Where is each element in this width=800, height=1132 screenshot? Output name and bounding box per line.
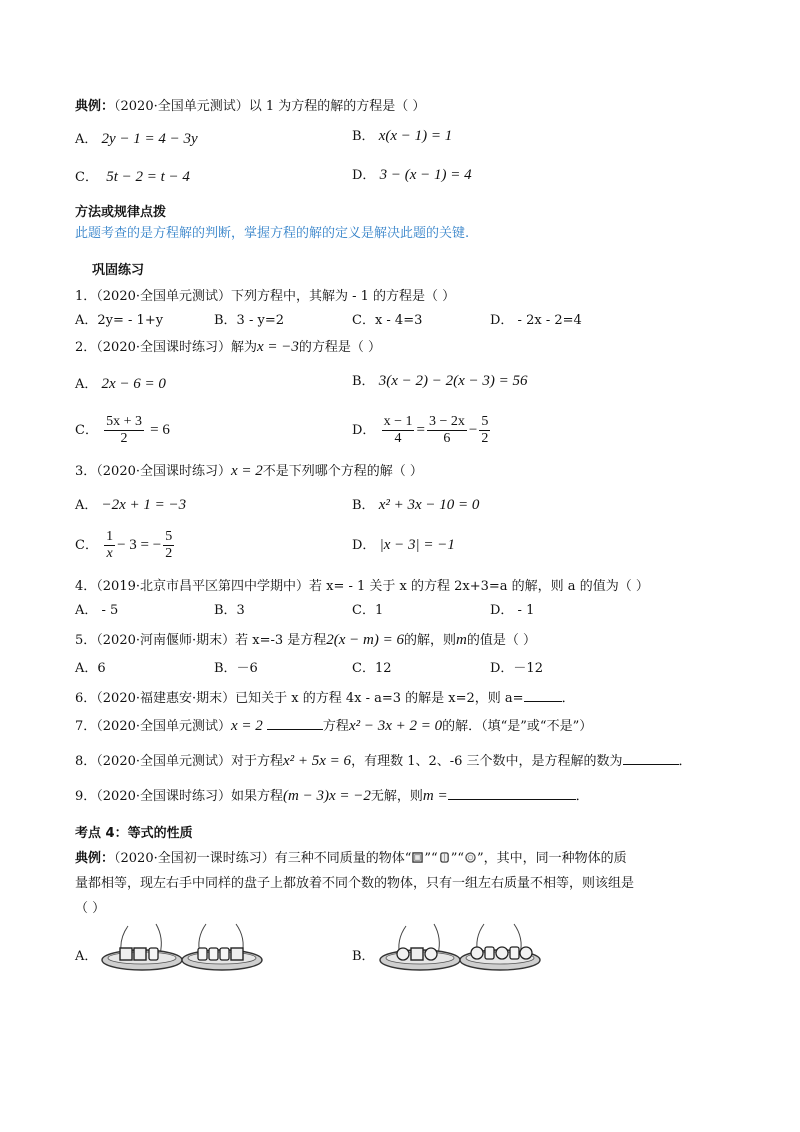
- point4-example-line3: （ ）: [75, 901, 106, 916]
- option-letter: C．: [75, 423, 98, 438]
- q1-option-b: B．3 - y=2: [214, 313, 284, 328]
- q4-option-a: A． - 5: [75, 603, 119, 618]
- option-letter: B．: [352, 498, 375, 513]
- denominator: 6: [443, 431, 451, 446]
- denominator: 2: [165, 546, 173, 561]
- example-label: 典例：: [75, 851, 115, 866]
- q9-math: (m − 3)x = −2: [283, 788, 371, 804]
- q8-mid: ，有理数 1、2、-6 三个数中，是方程解的数为: [351, 754, 623, 769]
- option-math: 3 − (x − 1) = 4: [379, 167, 472, 183]
- question-9: [75, 787, 589, 806]
- q1-option-d: D． - 2x - 2=4: [490, 313, 582, 328]
- quote: ”“: [424, 851, 438, 866]
- q3-stem: 3．（2020·全国课时练习）: [75, 464, 231, 479]
- q2-math: x = −3: [257, 339, 299, 355]
- q8-stem: 8．（2020·全国单元测试）对于方程: [75, 754, 283, 769]
- option-math: = 6: [150, 422, 170, 438]
- q3-option-d: [352, 536, 455, 555]
- cylinder-object-icon: [439, 852, 450, 863]
- practice-title: 巩固练习: [92, 263, 145, 278]
- q5-option-b: B．－6: [214, 661, 258, 676]
- method-text: 此题考查的是方程解的判断，掌握方程的解的定义是解决此题的关键.: [75, 226, 470, 241]
- point4-title: 考点 4：等式的性质: [75, 826, 193, 841]
- option-math: x(x − 1) = 1: [378, 128, 453, 144]
- q5-stem-end: 的值是（ ）: [466, 633, 537, 648]
- answer-blank[interactable]: [524, 689, 562, 702]
- fraction: [104, 414, 144, 447]
- example-stem: [75, 98, 425, 116]
- option-letter: C．: [75, 538, 98, 553]
- option-math: − 3 = −: [117, 537, 162, 553]
- q5-var: m: [456, 632, 467, 648]
- point4-example-line2: 量都相等，现左右手中同样的盘子上都放着不同个数的物体，只有一组左右质量不相等，则该组是: [75, 876, 635, 891]
- option-math: 2y − 1 = 4 − 3y: [101, 131, 198, 147]
- q2-stem: 2．（2020·全国课时练习）解为: [75, 340, 257, 355]
- numerator: 3 − 2x: [428, 414, 465, 429]
- numerator: x − 1: [383, 414, 413, 429]
- question-3: [75, 462, 423, 481]
- q8-end: ．: [678, 754, 692, 769]
- option-math: 3(x − 2) − 2(x − 3) = 56: [378, 373, 528, 389]
- answer-blank[interactable]: [267, 717, 323, 730]
- fraction: [427, 414, 467, 447]
- method-title: 方法或规律点拨: [75, 205, 167, 220]
- q4-option-b: B．3: [214, 603, 245, 618]
- fraction: [479, 414, 490, 447]
- denominator: x: [106, 546, 113, 561]
- q3-stem-end: 不是下列哪个方程的解（ ）: [262, 464, 423, 479]
- q7-stem: 7．（2020·全国单元测试）: [75, 719, 231, 734]
- question-6: [75, 689, 575, 708]
- example-text: （2020·全国初一课时练习）有三种不同质量的物体“: [114, 851, 412, 866]
- numerator: 1: [106, 529, 114, 544]
- option-letter: D．: [352, 423, 376, 438]
- q2-option-c: [75, 412, 170, 449]
- option-math: −2x + 1 = −3: [101, 497, 187, 513]
- q7-end: 的解．（填“是”或“不是”）: [442, 719, 593, 734]
- cube-object-icon: [412, 852, 423, 863]
- q3-option-a: [75, 496, 186, 515]
- q2-option-a: [75, 375, 166, 394]
- numerator: 5x + 3: [106, 414, 142, 429]
- q4-option-d: D． - 1: [490, 603, 535, 618]
- option-letter: D．: [352, 538, 376, 553]
- denominator: 2: [481, 431, 489, 446]
- example-option-d: [352, 166, 472, 185]
- q7-mid: 方程: [322, 719, 349, 734]
- numerator: 5: [481, 414, 489, 429]
- option-letter: D．: [352, 168, 376, 183]
- answer-blank[interactable]: [623, 752, 679, 765]
- q3-option-b: [352, 496, 479, 515]
- q9-mid: 无解，则: [370, 789, 423, 804]
- q3-option-c: [75, 527, 176, 564]
- q8-math: x² + 5x = 6: [283, 753, 352, 769]
- q2-option-d: D． $\frac{x - 1}{4}$ = $\frac{3 - 2x}{6}$ − $\frac{5}{2}$: [352, 414, 489, 446]
- q1-option-c: C．x - 4=3: [352, 313, 423, 328]
- option-math: 5t − 2 = t − 4: [106, 169, 190, 185]
- q9-math-m: m =: [422, 788, 448, 804]
- q5-option-d: D．－12: [490, 661, 543, 676]
- balance-trays-image-b: [376, 918, 544, 980]
- question-1: 1．（2020·全国单元测试）下列方程中，其解为 - 1 的方程是（ ）: [75, 289, 456, 304]
- quote: ”“: [450, 851, 464, 866]
- q4-option-c: C．1: [352, 603, 384, 618]
- option-math: 2x − 6 = 0: [101, 376, 166, 392]
- q2-option-b: [352, 372, 528, 391]
- example-label: 典例：: [75, 99, 115, 114]
- option-math: x² + 3x − 10 = 0: [378, 497, 480, 513]
- option-letter: A．: [75, 377, 98, 392]
- fraction: [382, 414, 415, 447]
- q3-math: x = 2: [231, 463, 263, 479]
- q6-end: ．: [561, 691, 575, 706]
- example-option-a: [75, 130, 198, 149]
- question-8: [75, 752, 692, 771]
- point4-option-b: B．: [352, 949, 375, 964]
- question-5: [75, 631, 536, 650]
- option-letter: C．: [75, 170, 98, 185]
- point4-option-a: A．: [75, 949, 98, 964]
- option-letter: B．: [352, 374, 375, 389]
- q5-option-c: C．12: [352, 661, 392, 676]
- point4-example-line1: [75, 850, 627, 868]
- q5-math: 2(x − m) = 6: [326, 632, 405, 648]
- q9-stem: 9．（2020·全国课时练习）如果方程: [75, 789, 283, 804]
- example-text: ”，其中，同一种物体的质: [476, 851, 627, 866]
- sphere-object-icon: [465, 852, 476, 863]
- q5-option-a: A．6: [75, 661, 106, 676]
- q1-option-a: A．2y= - 1+y: [75, 313, 164, 328]
- option-letter: A．: [75, 498, 98, 513]
- question-2: [75, 338, 381, 357]
- denominator: 2: [120, 431, 128, 446]
- denominator: 4: [394, 431, 402, 446]
- question-4: 4．（2019·北京市昌平区第四中学期中）若 x= - 1 关于 x 的方程 2x+3=a 的解，则 a 的值为（ ）: [75, 579, 649, 594]
- question-7: [75, 717, 592, 736]
- option-letter: B．: [352, 129, 375, 144]
- example-option-c: [75, 168, 190, 187]
- numerator: 5: [165, 529, 173, 544]
- q5-stem-mid: 的解，则: [404, 633, 457, 648]
- q9-end: ．: [575, 789, 589, 804]
- q7-math-eq: x² − 3x + 2 = 0: [348, 718, 443, 734]
- option-letter: A．: [75, 132, 98, 147]
- example-option-b: [352, 127, 452, 146]
- q7-math: x = 2: [231, 718, 263, 734]
- example-text: （2020·全国单元测试）以 1 为方程的解的方程是（ ）: [114, 99, 426, 114]
- q2-stem-end: 的方程是（ ）: [298, 340, 382, 355]
- balance-trays-image-a: [98, 918, 266, 980]
- q5-stem: 5．（2020·河南偃师·期末）若 x=-3 是方程: [75, 633, 327, 648]
- q6-stem: 6．（2020·福建惠安·期末）已知关于 x 的方程 4x - a=3 的解是 x=2，则 a=: [75, 691, 524, 706]
- fraction: [163, 529, 174, 562]
- answer-blank[interactable]: [448, 787, 576, 800]
- fraction: [104, 529, 115, 562]
- option-math: |x − 3| = −1: [379, 537, 455, 553]
